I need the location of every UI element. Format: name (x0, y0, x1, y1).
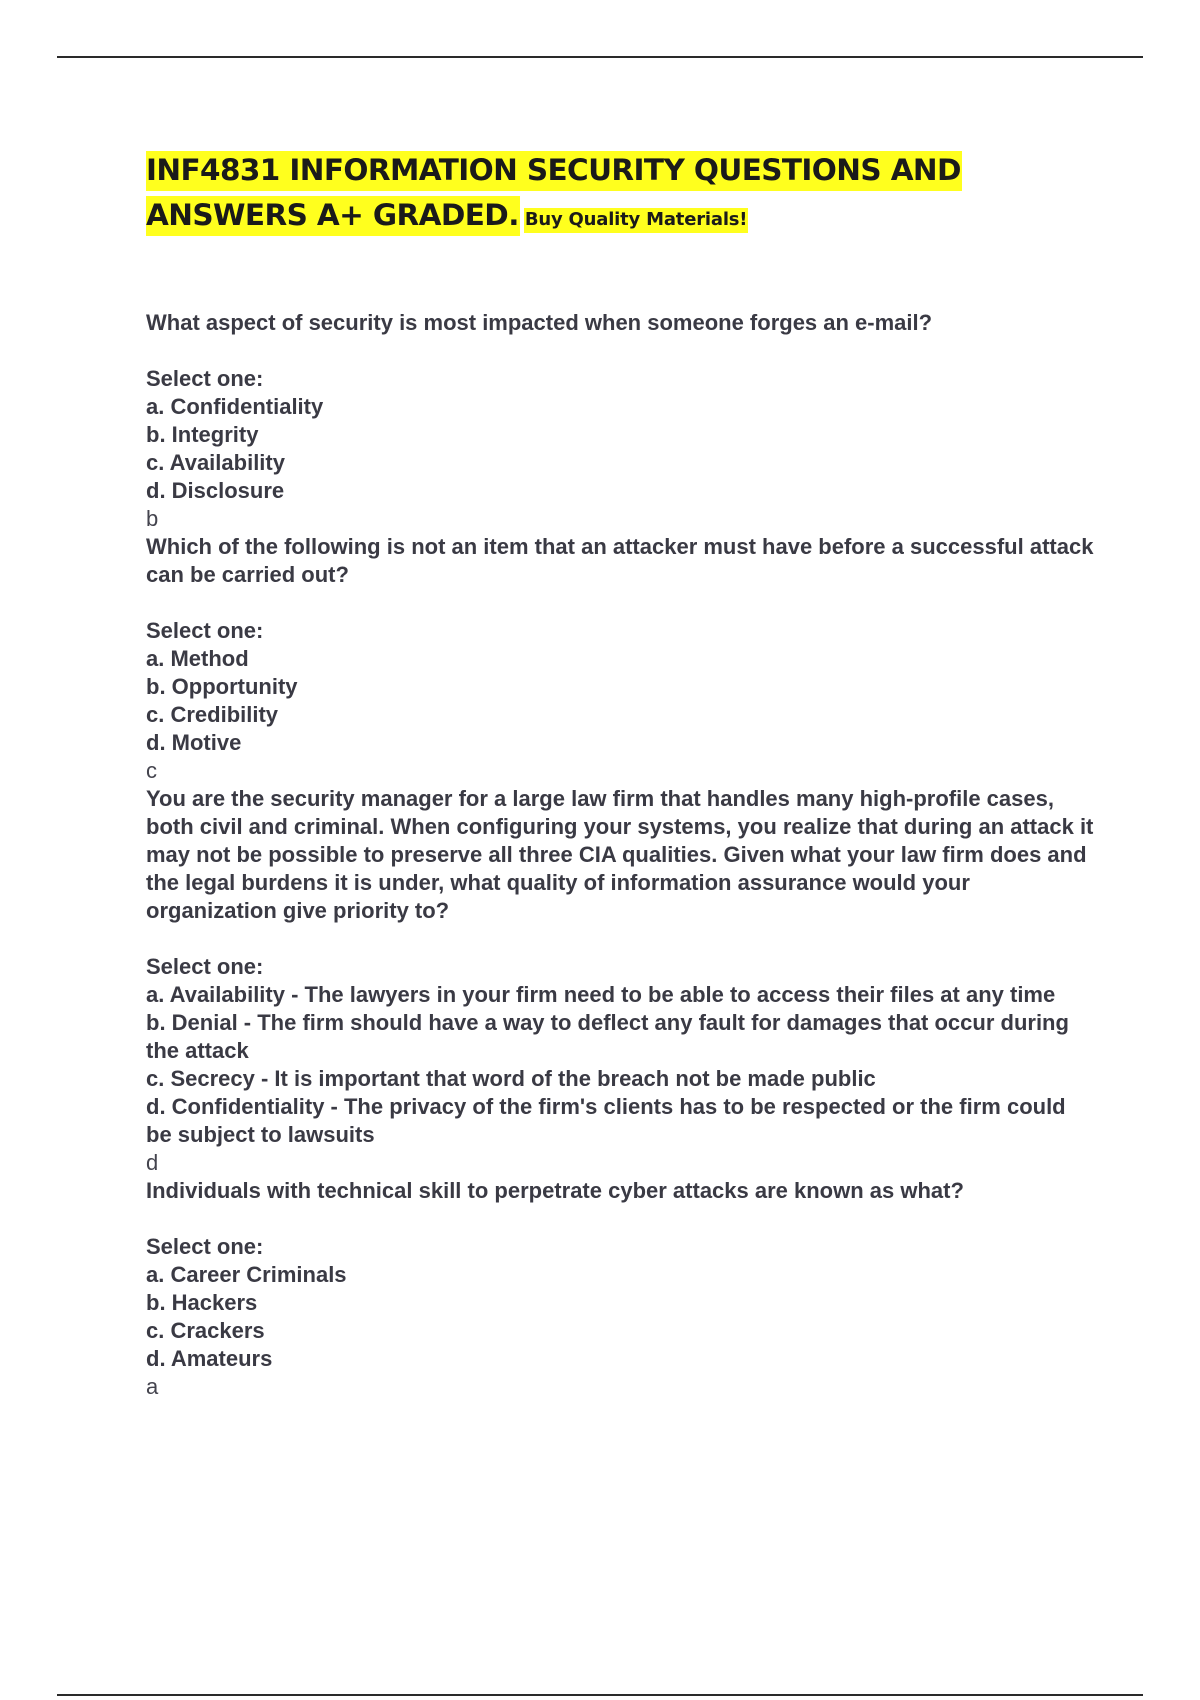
answer-text: a (146, 1374, 159, 1399)
qa-block (146, 533, 1096, 785)
question-text: Which of the following is not an item that an attacker must have before a successful attack can be carried out? (146, 534, 1094, 587)
option-item: d. Motive (146, 730, 242, 755)
title-tag: Buy Quality Materials! (524, 208, 749, 233)
option-item: c. Crackers (146, 1318, 265, 1343)
option-item: a. Method (146, 646, 249, 671)
question-text: Individuals with technical skill to perpetrate cyber attacks are known as what? (146, 1178, 964, 1203)
options-list (146, 393, 1096, 505)
option-item: b. Hackers (146, 1290, 258, 1315)
option-item: c. Secrecy - It is important that word of the breach not be made public (146, 1066, 876, 1091)
option-item: c. Credibility (146, 702, 279, 727)
footer-rule (57, 1694, 1143, 1696)
option-item: a. Availability - The lawyers in your firm need to be able to access their files at any time (146, 982, 1056, 1007)
option-item: d. Disclosure (146, 478, 285, 503)
title-main: INF4831 INFORMATION SECURITY QUESTIONS AND ANSWERS A+ GRADED. (146, 151, 962, 236)
qa-block (146, 309, 1096, 533)
select-label: Select one: (146, 1234, 264, 1259)
option-item: d. Amateurs (146, 1346, 273, 1371)
options-list (146, 981, 1096, 1149)
document-title (146, 148, 1096, 242)
option-item: a. Confidentiality (146, 394, 324, 419)
document-body (146, 148, 1096, 1401)
select-label: Select one: (146, 366, 264, 391)
select-label: Select one: (146, 618, 264, 643)
option-item: a. Career Criminals (146, 1262, 347, 1287)
answer-text: b (146, 506, 159, 531)
question-text: You are the security manager for a large law firm that handles many high-profile cases, both civil and criminal. When configuring your systems, you realize that during an attack it may not be possible to preserve all three CIA qualities. Given what your law firm does and the legal burdens it is under, what quality of information assurance would your organization give priority to? (146, 786, 1094, 923)
option-item: b. Integrity (146, 422, 259, 447)
options-list (146, 645, 1096, 757)
qa-list (146, 309, 1096, 1401)
options-list (146, 1261, 1096, 1373)
answer-text: c (146, 758, 157, 783)
option-item: b. Opportunity (146, 674, 298, 699)
option-item: d. Confidentiality - The privacy of the firm's clients has to be respected or the firm could be subject to lawsuits (146, 1094, 1066, 1147)
header-rule (57, 56, 1143, 58)
question-text: What aspect of security is most impacted when someone forges an e-mail? (146, 310, 933, 335)
qa-block (146, 1177, 1096, 1401)
option-item: b. Denial - The firm should have a way to deflect any fault for damages that occur during the attack (146, 1010, 1069, 1063)
select-label: Select one: (146, 954, 264, 979)
qa-block (146, 785, 1096, 1177)
option-item: c. Availability (146, 450, 285, 475)
answer-text: d (146, 1150, 159, 1175)
